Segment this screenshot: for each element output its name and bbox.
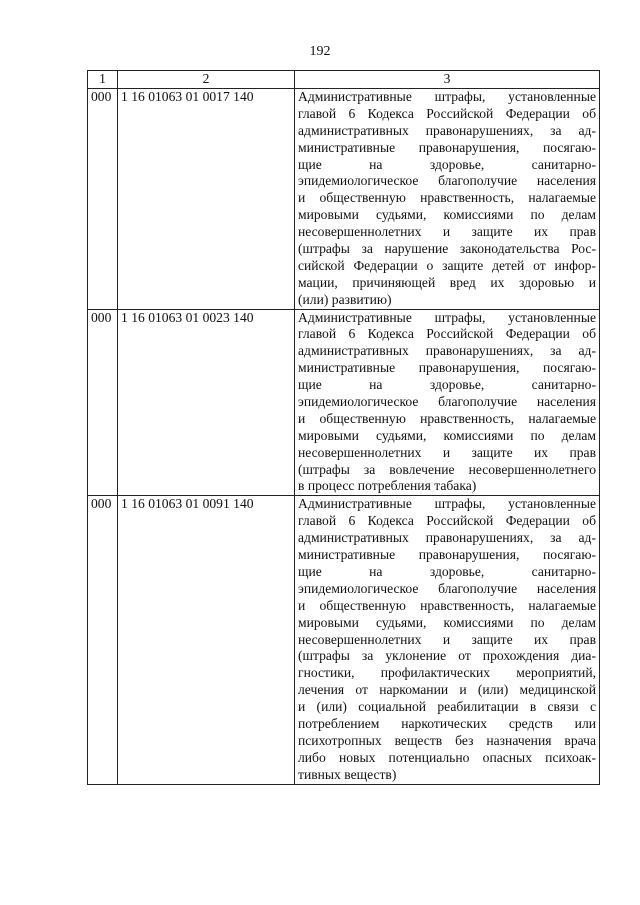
admin-code-cell: 000 bbox=[88, 309, 118, 496]
table-header-row bbox=[88, 71, 600, 89]
description-line: административных правонарушениях, за ад- bbox=[298, 122, 596, 138]
description-line: (штрафы за нарушение законодательства Рос- bbox=[298, 241, 596, 257]
description-line: мировыми судьями, комиссиями по делам bbox=[298, 427, 596, 443]
table-row bbox=[88, 309, 600, 496]
description-line: министративные правонарушения, посягаю- bbox=[298, 139, 596, 155]
budget-classification-code-cell: 1 16 01063 01 0023 140 bbox=[118, 309, 295, 496]
column-header-1: 1 bbox=[88, 71, 118, 89]
description-line: либо новых потенциально опасных психоак- bbox=[298, 749, 596, 765]
description-line: (штрафы за вовлечение несовершеннолетнего bbox=[298, 461, 596, 477]
description-line: эпидемиологическое благополучие населения bbox=[298, 580, 596, 596]
description-line: несовершеннолетних и защите их прав bbox=[298, 631, 596, 647]
description-line: несовершеннолетних и защите их прав bbox=[298, 444, 596, 460]
description-cell bbox=[295, 89, 600, 310]
description-line: (или) развитию) bbox=[298, 291, 392, 307]
description-line: административных правонарушениях, за ад- bbox=[298, 530, 596, 546]
description-line: министративные правонарушения, посягаю- bbox=[298, 360, 596, 376]
description-line: мировыми судьями, комиссиями по делам bbox=[298, 207, 596, 223]
description-line: мировыми судьями, комиссиями по делам bbox=[298, 614, 596, 630]
budget-classification-code-cell: 1 16 01063 01 0017 140 bbox=[118, 89, 295, 310]
description-line: Административные штрафы, установленные bbox=[298, 496, 596, 512]
description-line: щие на здоровье, санитарно- bbox=[298, 377, 596, 393]
description-line: главой 6 Кодекса Российской Федерации об bbox=[298, 326, 596, 342]
admin-code-cell: 000 bbox=[88, 496, 118, 784]
description-line: сийской Федерации о защите детей от инфор- bbox=[298, 257, 596, 273]
description-line: щие на здоровье, санитарно- bbox=[298, 156, 596, 172]
description-line: и общественную нравственность, налагаемые bbox=[298, 190, 596, 206]
description-line: гностики, профилактических мероприятий, bbox=[298, 665, 596, 681]
description-line: главой 6 Кодекса Российской Федерации об bbox=[298, 513, 596, 529]
description-line: Административные штрафы, установленные bbox=[298, 89, 596, 104]
description-line: и общественную нравственность, налагаемые bbox=[298, 410, 596, 426]
table-row bbox=[88, 496, 600, 784]
description-line: в процесс потребления табака) bbox=[298, 478, 477, 494]
column-header-2: 2 bbox=[118, 71, 295, 89]
description-cell bbox=[295, 309, 600, 496]
description-line: лечения от наркомании и (или) медицинской bbox=[298, 682, 596, 698]
description-line: и (или) социальной реабилитации в связи с bbox=[298, 699, 596, 715]
column-header-3: 3 bbox=[295, 71, 600, 89]
page-number: 192 bbox=[309, 44, 331, 59]
classification-table bbox=[87, 70, 600, 785]
budget-classification-code-cell: 1 16 01063 01 0091 140 bbox=[118, 496, 295, 784]
description-line: Административные штрафы, установленные bbox=[298, 309, 596, 325]
description-line: мации, причиняющей вред их здоровью и bbox=[298, 274, 596, 290]
description-line: несовершеннолетних и защите их прав bbox=[298, 224, 596, 240]
description-line: эпидемиологическое благополучие населения bbox=[298, 173, 596, 189]
table-body bbox=[88, 89, 600, 785]
description-line: (штрафы за уклонение от прохождения диа- bbox=[298, 648, 596, 664]
description-line: и общественную нравственность, налагаемые bbox=[298, 597, 596, 613]
description-line: щие на здоровье, санитарно- bbox=[298, 563, 596, 579]
description-line: главой 6 Кодекса Российской Федерации об bbox=[298, 105, 596, 121]
description-line: потреблением наркотических средств или bbox=[298, 715, 596, 731]
table-row bbox=[88, 89, 600, 310]
description-line: эпидемиологическое благополучие населения bbox=[298, 394, 596, 410]
description-line: административных правонарушениях, за ад- bbox=[298, 343, 596, 359]
description-cell bbox=[295, 496, 600, 784]
description-line: тивных веществ) bbox=[298, 766, 397, 782]
description-line: психотропных веществ без назначения врача bbox=[298, 732, 596, 748]
description-line: министративные правонарушения, посягаю- bbox=[298, 547, 596, 563]
admin-code-cell: 000 bbox=[88, 89, 118, 310]
